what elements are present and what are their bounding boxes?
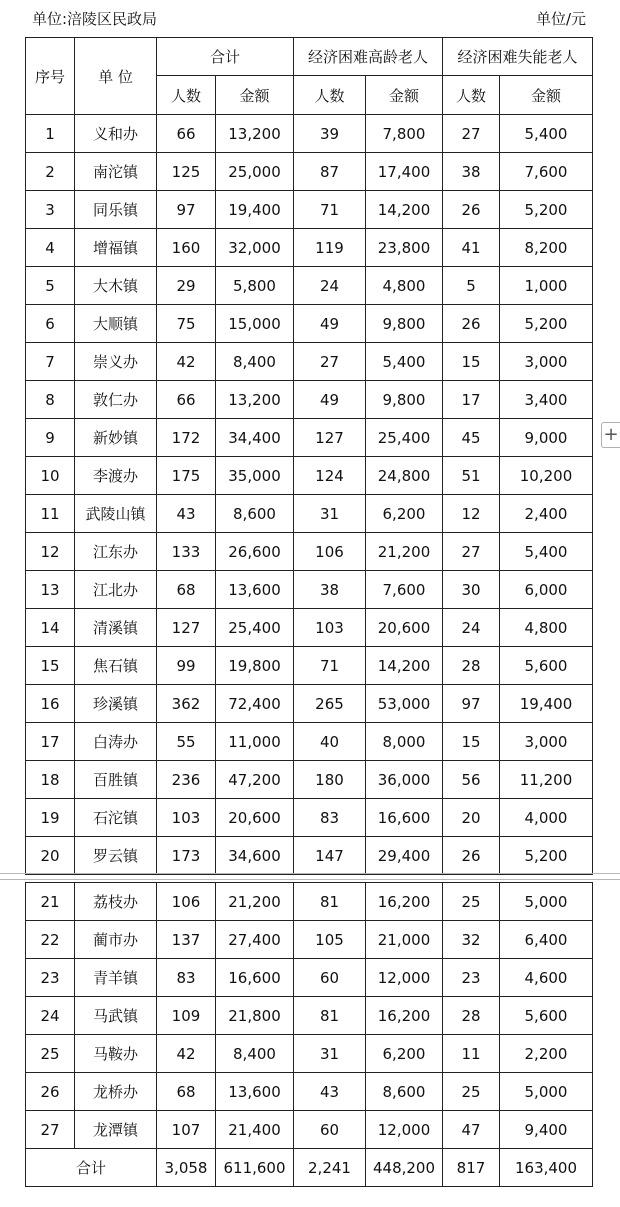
table-cell: 362 [157,685,216,723]
table-cell: 15 [443,343,500,381]
table-cell: 105 [294,921,366,959]
table-cell: 10,200 [500,457,593,495]
table-row [26,419,593,457]
table-cell: 8,600 [366,1073,443,1111]
table-row [26,647,593,685]
table-cell: 137 [157,921,216,959]
table-row [26,685,593,723]
row-seq: 2 [26,153,75,191]
row-unit-name: 白涛办 [75,723,157,761]
row-unit-name: 南沱镇 [75,153,157,191]
table-cell: 26 [443,305,500,343]
table-cell: 4,000 [500,799,593,837]
table-cell: 29 [157,267,216,305]
currency-unit-label: 单位/元 [535,10,586,28]
row-seq: 12 [26,533,75,571]
table-cell: 127 [157,609,216,647]
table-cell: 99 [157,647,216,685]
table-cell: 21,800 [216,997,294,1035]
header-total: 合计 [157,38,294,76]
row-unit-name: 马武镇 [75,997,157,1035]
table-cell: 124 [294,457,366,495]
row-unit-name: 增福镇 [75,229,157,267]
table-cell: 8,000 [366,723,443,761]
table-cell: 7,600 [366,571,443,609]
row-unit-name: 新妙镇 [75,419,157,457]
row-seq: 24 [26,997,75,1035]
header-amount: 金额 [500,76,593,115]
table-cell: 27 [443,533,500,571]
table-row [26,533,593,571]
row-unit-name: 崇义办 [75,343,157,381]
table-cell: 23 [443,959,500,997]
table-cell: 2,200 [500,1035,593,1073]
table-cell: 38 [294,571,366,609]
table-cell: 25,000 [216,153,294,191]
table-cell: 17,400 [366,153,443,191]
row-seq: 20 [26,837,75,875]
table-cell: 66 [157,115,216,153]
table-cell: 55 [157,723,216,761]
table-cell: 83 [294,799,366,837]
table-cell: 5 [443,267,500,305]
table-cell: 21,200 [366,533,443,571]
header-seq: 序号 [26,38,75,115]
row-seq: 23 [26,959,75,997]
table-cell: 107 [157,1111,216,1149]
total-cell: 163,400 [500,1149,593,1187]
row-seq: 6 [26,305,75,343]
table-cell: 29,400 [366,837,443,875]
table-cell: 13,200 [216,381,294,419]
table-cell: 11,000 [216,723,294,761]
table-cell: 21,400 [216,1111,294,1149]
table-cell: 109 [157,997,216,1035]
table-cell: 133 [157,533,216,571]
table-row [26,609,593,647]
table-cell: 34,600 [216,837,294,875]
row-unit-name: 义和办 [75,115,157,153]
row-seq: 1 [26,115,75,153]
table-cell: 97 [157,191,216,229]
header-amount: 金额 [216,76,294,115]
total-row [26,1149,593,1187]
row-seq: 18 [26,761,75,799]
table-cell: 43 [157,495,216,533]
subsidy-table-page-2 [25,882,593,1187]
table-cell: 19,400 [216,191,294,229]
table-cell: 27 [443,115,500,153]
row-seq: 4 [26,229,75,267]
row-unit-name: 蔺市办 [75,921,157,959]
row-seq: 16 [26,685,75,723]
table-row [26,723,593,761]
table-row [26,267,593,305]
table-cell: 49 [294,381,366,419]
header-people: 人数 [157,76,216,115]
table-cell: 97 [443,685,500,723]
table-row [26,305,593,343]
row-unit-name: 清溪镇 [75,609,157,647]
table-cell: 35,000 [216,457,294,495]
table-cell: 6,200 [366,495,443,533]
table-row [26,571,593,609]
row-seq: 15 [26,647,75,685]
table-cell: 9,800 [366,381,443,419]
table-row [26,229,593,267]
table-cell: 14,200 [366,191,443,229]
table-cell: 15,000 [216,305,294,343]
total-cell: 2,241 [294,1149,366,1187]
table-cell: 12,000 [366,959,443,997]
table-cell: 19,400 [500,685,593,723]
row-unit-name: 焦石镇 [75,647,157,685]
row-seq: 22 [26,921,75,959]
row-unit-name: 珍溪镇 [75,685,157,723]
table-cell: 87 [294,153,366,191]
table-row [26,761,593,799]
table-cell: 21,000 [366,921,443,959]
total-label: 合计 [26,1149,157,1187]
table-cell: 42 [157,1035,216,1073]
table-cell: 31 [294,495,366,533]
table-cell: 26 [443,191,500,229]
table-cell: 5,600 [500,647,593,685]
table-row [26,115,593,153]
table-row [26,153,593,191]
table-cell: 6,400 [500,921,593,959]
table-cell: 36,000 [366,761,443,799]
table-cell: 25,400 [366,419,443,457]
table-cell: 47 [443,1111,500,1149]
table-cell: 15 [443,723,500,761]
table-cell: 20,600 [216,799,294,837]
table-row [26,1111,593,1149]
table-cell: 125 [157,153,216,191]
row-seq: 5 [26,267,75,305]
header-people: 人数 [294,76,366,115]
table-cell: 5,200 [500,305,593,343]
header-elderly-disabled: 经济困难失能老人 [443,38,593,76]
row-unit-name: 江东办 [75,533,157,571]
table-cell: 56 [443,761,500,799]
row-unit-name: 马鞍办 [75,1035,157,1073]
table-cell: 14,200 [366,647,443,685]
row-unit-name: 荔枝办 [75,883,157,921]
row-seq: 21 [26,883,75,921]
table-cell: 11 [443,1035,500,1073]
row-unit-name: 青羊镇 [75,959,157,997]
table-cell: 20,600 [366,609,443,647]
table-cell: 7,800 [366,115,443,153]
table-cell: 17 [443,381,500,419]
table-cell: 41 [443,229,500,267]
table-cell: 4,800 [500,609,593,647]
table-cell: 30 [443,571,500,609]
table-cell: 81 [294,883,366,921]
table-cell: 47,200 [216,761,294,799]
table-cell: 16,200 [366,997,443,1035]
table-cell: 5,400 [500,533,593,571]
table-row [26,457,593,495]
row-unit-name: 李渡办 [75,457,157,495]
table-cell: 8,600 [216,495,294,533]
table-cell: 42 [157,343,216,381]
plus-icon[interactable]: + [601,422,620,448]
table-cell: 13,600 [216,571,294,609]
table-cell: 5,000 [500,883,593,921]
table-cell: 34,400 [216,419,294,457]
table-cell: 103 [294,609,366,647]
table-cell: 12 [443,495,500,533]
row-seq: 25 [26,1035,75,1073]
table-cell: 28 [443,647,500,685]
table-cell: 3,400 [500,381,593,419]
table-cell: 81 [294,997,366,1035]
table-cell: 8,200 [500,229,593,267]
total-cell: 448,200 [366,1149,443,1187]
table-cell: 72,400 [216,685,294,723]
table-cell: 25 [443,883,500,921]
table-cell: 119 [294,229,366,267]
table-cell: 60 [294,959,366,997]
row-seq: 14 [26,609,75,647]
table-cell: 51 [443,457,500,495]
table-cell: 24 [294,267,366,305]
row-unit-name: 江北办 [75,571,157,609]
table-cell: 26,600 [216,533,294,571]
row-seq: 7 [26,343,75,381]
header-people: 人数 [443,76,500,115]
table-cell: 23,800 [366,229,443,267]
table-cell: 16,600 [216,959,294,997]
row-unit-name: 敦仁办 [75,381,157,419]
table-cell: 2,400 [500,495,593,533]
table-cell: 26 [443,837,500,875]
table-cell: 66 [157,381,216,419]
table-cell: 12,000 [366,1111,443,1149]
table-cell: 38 [443,153,500,191]
row-seq: 11 [26,495,75,533]
table-cell: 8,400 [216,1035,294,1073]
row-seq: 10 [26,457,75,495]
table-cell: 32 [443,921,500,959]
table-cell: 6,000 [500,571,593,609]
table-cell: 236 [157,761,216,799]
table-cell: 71 [294,191,366,229]
unit-label: 单位:涪陵区民政局 [32,10,158,28]
table-cell: 8,400 [216,343,294,381]
table-cell: 5,200 [500,837,593,875]
table-cell: 9,400 [500,1111,593,1149]
table-cell: 39 [294,115,366,153]
table-row [26,921,593,959]
table-cell: 68 [157,1073,216,1111]
table-row [26,837,593,875]
table-cell: 6,200 [366,1035,443,1073]
table-cell: 4,600 [500,959,593,997]
table-cell: 265 [294,685,366,723]
table-cell: 25 [443,1073,500,1111]
table-row [26,381,593,419]
table-row [26,883,593,921]
table-cell: 68 [157,571,216,609]
table-cell: 172 [157,419,216,457]
table-cell: 4,800 [366,267,443,305]
table-cell: 173 [157,837,216,875]
table-cell: 147 [294,837,366,875]
table-row [26,997,593,1035]
table-cell: 7,600 [500,153,593,191]
table-cell: 13,200 [216,115,294,153]
row-seq: 9 [26,419,75,457]
table-row [26,343,593,381]
table-cell: 40 [294,723,366,761]
table-row [26,959,593,997]
table-cell: 5,400 [500,115,593,153]
row-seq: 8 [26,381,75,419]
table-cell: 9,800 [366,305,443,343]
total-cell: 817 [443,1149,500,1187]
table-cell: 45 [443,419,500,457]
table-cell: 5,800 [216,267,294,305]
table-cell: 19,800 [216,647,294,685]
header-unit: 单 位 [75,38,157,115]
table-cell: 32,000 [216,229,294,267]
header-elderly-aged: 经济困难高龄老人 [294,38,443,76]
table-cell: 25,400 [216,609,294,647]
table-cell: 127 [294,419,366,457]
row-unit-name: 龙潭镇 [75,1111,157,1149]
table-cell: 1,000 [500,267,593,305]
row-unit-name: 百胜镇 [75,761,157,799]
table-cell: 103 [157,799,216,837]
table-cell: 5,200 [500,191,593,229]
table-cell: 43 [294,1073,366,1111]
row-seq: 19 [26,799,75,837]
table-cell: 49 [294,305,366,343]
row-unit-name: 大木镇 [75,267,157,305]
table-cell: 24 [443,609,500,647]
table-cell: 83 [157,959,216,997]
table-cell: 9,000 [500,419,593,457]
total-cell: 611,600 [216,1149,294,1187]
row-seq: 27 [26,1111,75,1149]
table-cell: 31 [294,1035,366,1073]
row-seq: 26 [26,1073,75,1111]
table-row [26,495,593,533]
table-cell: 71 [294,647,366,685]
table-cell: 175 [157,457,216,495]
row-seq: 3 [26,191,75,229]
table-row [26,191,593,229]
table-cell: 106 [157,883,216,921]
row-unit-name: 石沱镇 [75,799,157,837]
table-cell: 180 [294,761,366,799]
table-cell: 21,200 [216,883,294,921]
row-seq: 17 [26,723,75,761]
table-cell: 16,200 [366,883,443,921]
table-cell: 5,600 [500,997,593,1035]
table-cell: 20 [443,799,500,837]
table-cell: 3,000 [500,343,593,381]
table-cell: 5,000 [500,1073,593,1111]
row-unit-name: 同乐镇 [75,191,157,229]
table-row [26,1035,593,1073]
table-cell: 27,400 [216,921,294,959]
table-row [26,799,593,837]
table-cell: 13,600 [216,1073,294,1111]
table-cell: 24,800 [366,457,443,495]
table-cell: 27 [294,343,366,381]
total-cell: 3,058 [157,1149,216,1187]
table-cell: 106 [294,533,366,571]
table-cell: 28 [443,997,500,1035]
table-cell: 16,600 [366,799,443,837]
table-cell: 160 [157,229,216,267]
row-seq: 13 [26,571,75,609]
table-cell: 60 [294,1111,366,1149]
table-cell: 3,000 [500,723,593,761]
table-cell: 5,400 [366,343,443,381]
table-cell: 53,000 [366,685,443,723]
row-unit-name: 大顺镇 [75,305,157,343]
row-unit-name: 龙桥办 [75,1073,157,1111]
row-unit-name: 武陵山镇 [75,495,157,533]
table-cell: 11,200 [500,761,593,799]
table-row [26,1073,593,1111]
page-break [0,873,620,880]
row-unit-name: 罗云镇 [75,837,157,875]
subsidy-table-page-1 [25,37,593,875]
table-cell: 75 [157,305,216,343]
header-amount: 金额 [366,76,443,115]
